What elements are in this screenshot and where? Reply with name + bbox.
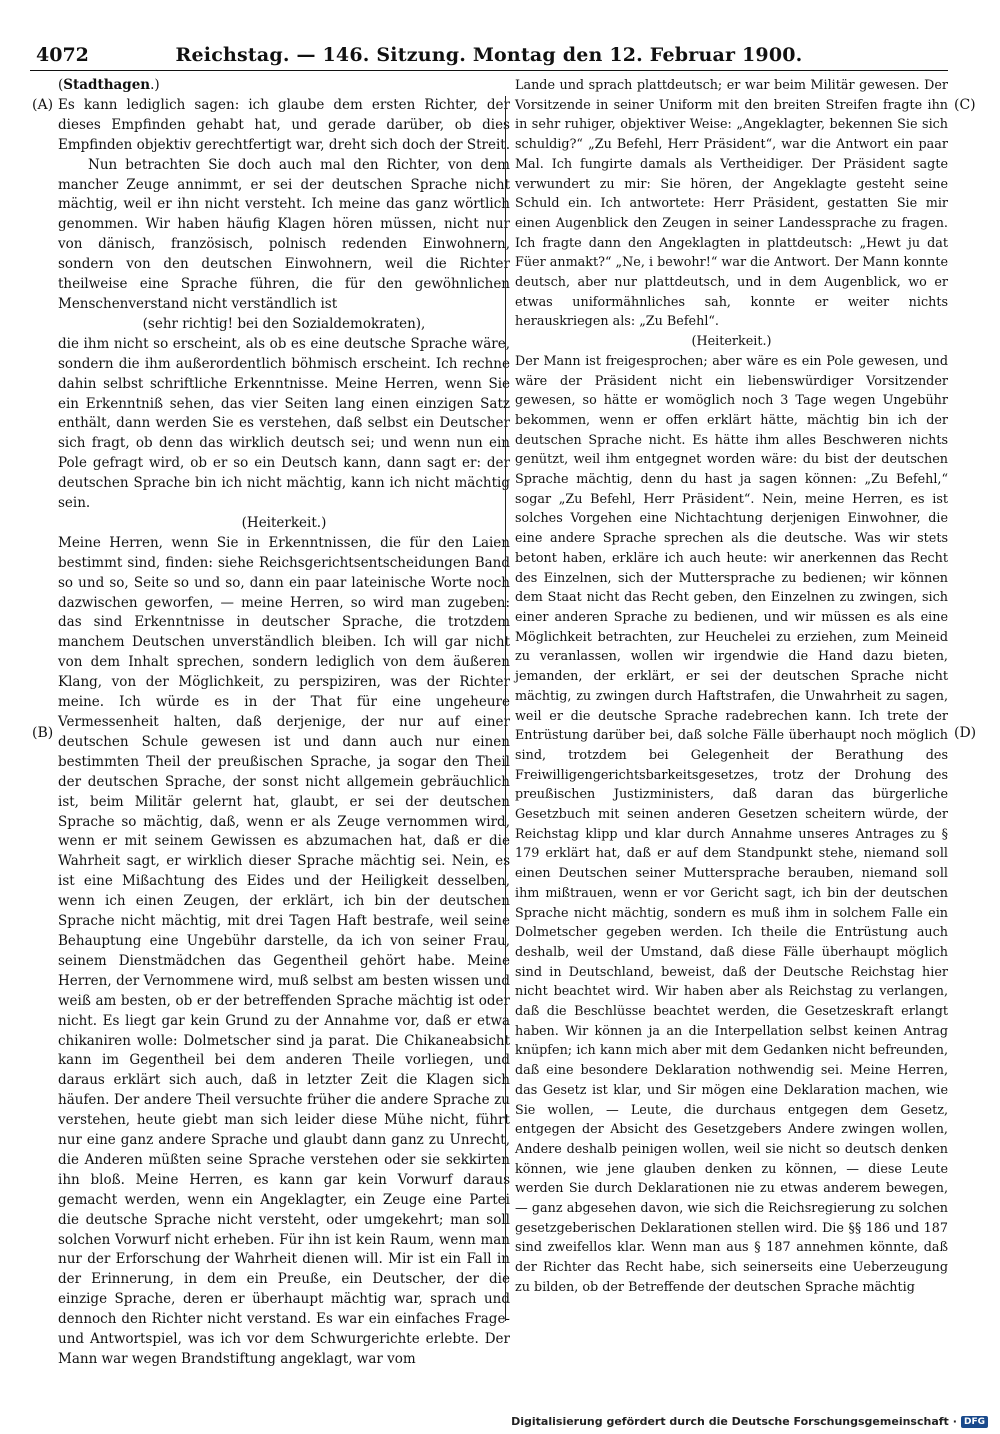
- page-number: 4072: [36, 44, 89, 66]
- digitization-credit: Digitalisierung gefördert durch die Deutsche Forschungsgemeinschaft: [511, 1415, 949, 1428]
- right-column: [515, 76, 948, 1298]
- margin-marker-b: (B): [32, 725, 54, 741]
- margin-marker-c: (C): [954, 97, 976, 113]
- paragraph: Meine Herren, wenn Sie in Erkenntnissen, die für den Laien bestimmt sind, finden: siehe Reichsgerichtsentscheidungen Band so und so, Seite so und so, dann ein paar lateinische Worte noch dazwischen geworfen, — meine Herren, so wird man zugeben: das sind Erkenntnisse in deutscher Sprache, die trotzdem manchem Deutschen unverständlich bleiben. Ich will gar nicht von dem Inhalt sprechen, sondern lediglich von dem äußeren Klang, von der Möglichkeit, zu perspiziren, was der Richter meine. Ich würde es in der That für eine ungeheure Vermessenheit halten, daß derjenige, der nur auf einer deutschen Schule gewesen ist und dann auch nur einen bestimmten Theil der preußischen Sprache, ja sogar den Theil der deutschen Sprache, der sonst nicht allgemein gebräuchlich ist, beim Militär gelernt hat, glaubt, er sei der deutschen Sprache so mächtig, daß, wenn er als Zeuge vernommen wird, wenn er mit seinem Gewissen es abzumachen hat, daß er die Wahrheit sagt, er wirklich dieser Sprache mächtig sei. Nein, es ist eine Mißachtung des Eides und der Heiligkeit desselben, wenn ich einen Zeugen, der erklärt, ich bin der deutschen Sprache nicht mächtig, mit drei Tagen Haft bestrafe, weil seine Behauptung eine Ungebühr darstelle, da ich von seiner Frau, seinem Dienstmädchen das Gegentheil gehört habe. Meine Herren, der Vernommene wird, muß selbst am besten wissen und weiß am besten, ob er der betreffenden Sprache mächtig ist oder nicht. Es liegt gar kein Grund zu der Annahme vor, daß er etwa chikaniren wolle: Dolmetscher sind ja parat. Die Chikaneabsicht kann im Gegentheil bei dem anderen Theile vorliegen, und daraus erklärt sich auch, daß in letzter Zeit die Klagen sich häufen. Der andere Theil versuchte früher die andere Sprache zu verstehen, heute giebt man sich leider diese Mühe nicht, führt nur eine ganz andere Sprache und glaubt dann ganz zu Unrecht, die Anderen müßten seine Sprache verstehen oder sie sekkirten ihn bloß. Meine Herren, es kann gar kein Vorwurf daraus gemacht werden, wenn ein Angeklagter, ein Zeuge eine Partei die deutsche Sprache nicht versteht, oder umgekehrt; man soll solchen Vorwurf nicht erheben. Für ihn ist kein Raum, wenn man nur der Erforschung der Wahrheit dienen will. Mir ist ein Fall in der Erinnerung, in dem ein Preuße, ein Deutscher, der die einzige Sprache, deren er überhaupt mächtig war, sprach und dennoch den Richter nicht verstand. Es war ein einfaches Frage- und Antwortspiel, was ich vor dem Schwurgerichte erlebte. Der Mann war wegen Brandstiftung angeklagt, war vom: [58, 534, 510, 1367]
- paragraph: Lande und sprach plattdeutsch; er war beim Militär gewesen. Der Vorsitzende in seiner Uniform mit den breiten Streifen fragte ihn in sehr ruhiger, objektiver Weise: „Angeklagter, bekennen Sie sich schuldig?“ „Zu Befehl, Herr Präsident“, war die Antwort ein paar Mal. Ich fungirte damals als Vertheidiger. Der Präsident sagte verwundert zu mir: Sie hören, der Angeklagte gesteht seine Schuld ein. Ich antwortete: Herr Präsident, gestatten Sie mir einen Augenblick den Zeugen in seiner Landessprache zu fragen. Ich fragte dann den Angeklagten in plattdeutsch: „Hewt ju dat Füer anmakt?“ „Ne, i bewohr!“ war die Antwort. Der Mann konnte deutsch, aber nur plattdeutsch, und in dem Augenblick, wo er etwas uniformähnliches sah, konnte er weiter nichts herauskriegen als: „Zu Befehl“.: [515, 78, 948, 330]
- paragraph: Der Mann ist freigesprochen; aber wäre es ein Pole gewesen, und wäre der Präsident nicht ein liebenswürdiger Vorsitzender gewesen, so hätte er womöglich noch 3 Tage wegen Ungebühr bekommen, wenn er offen erklärt hätte, mächtig bin ich der deutschen Sprache nicht. Es hätte ihm alles Beschweren nichts genützt, weil ihm entgegnet worden wäre: du bist der deutschen Sprache mächtig, denn du hast ja sagen können: „Zu Befehl,“ sogar „Zu Befehl, Herr Präsident“. Nein, meine Herren, es ist solches Vorgehen eine Nichtachtung derjenigen Einwohner, die eine andere Sprache sprechen als die deutsche. Was wir stets betont haben, erkläre ich auch heute: wir anerkennen das Recht des Einzelnen, sich der Muttersprache zu bedienen; wir können dem Staat nicht das Recht geben, den Einzelnen zu zwingen, sich einer anderen Sprache zu bedienen, und wir müssen es als eine Möglichkeit betrachten, zur Heuchelei zu erziehen, zum Meineid zu veranlassen, wollen wir irgendwie die Hand dazu bieten, jemanden, der erklärt, er sei der deutschen Sprache nicht mächtig, zu zwingen durch Haftstrafen, die Unwahrheit zu sagen, weil er die deutsche Sprache radebrechen kann. Ich trete der Entrüstung darüber bei, daß solche Fälle überhaupt noch möglich sind, trotzdem bei Gelegenheit der Berathung des Freiwilligengerichtsbarkeitsgesetzes, trotz der Drohung des preußischen Justizministers, daß daran das bürgerliche Gesetzbuch mit seinen anderen Gesetzen scheitern würde, der Reichstag klipp und klar durch Annahme unseres Antrages zu § 179 erklärt hat, daß er auf dem Standpunkt stehe, niemand soll einen Deutschen seiner Muttersprache berauben, niemand soll ihm mißtrauen, wenn er vor Gericht sagt, ich bin der deutschen Sprache nicht mächtig, sondern es muß ihm in solchem Falle ein Dolmetscher gegeben werden. Ich theile die Entrüstung auch deshalb, weil der Umstand, daß diese Fälle überhaupt möglich sind in Deutschland, beweist, daß der Deutsche Reichstag hier nicht beachtet wird. Wir haben aber als Reichstag zu verlangen, daß die Beschlüsse beachtet werden, die Gesetzeskraft erlangt haben. Wir können ja an die Interpellation selbst keinen Antrag knüpfen; ich kann mich aber mit dem Gedanken nicht befreunden, daß eine besondere Deklaration nothwendig sei. Meine Herren, das Gesetz ist klar, und Sir mögen eine Deklaration machen, wie Sie wollen, — Leute, die durchaus entgegen dem Gesetz, entgegen der Absicht des Gesetzgebers Andere zwingen wollen, Andere deshalb peinigen wollen, weil sie nicht so deutsch denken können, wie jene glauben denken zu können, — diese Leute werden Sie durch Deklarationen nie zu etwas anderem bewegen, — ganz abgesehen davon, wie sich die Reichsregierung zu solchen gesetzgeberischen Deklarationen stellen wird. Die §§ 186 und 187 sind zweifellos klar. Wenn man aus § 187 annehmen könnte, daß der Richter das Recht habe, sich seinerseits eine Ueberzeugung zu bilden, ob der Betreffende der deutschen Sprache mächtig: [515, 353, 948, 1295]
- interjection: (Heiterkeit.): [691, 334, 772, 350]
- footer-separator: ·: [952, 1415, 957, 1428]
- dfg-logo-icon: DFG: [961, 1416, 988, 1428]
- digitization-footer: [511, 1415, 988, 1428]
- paragraph: die ihm nicht so erscheint, als ob es eine deutsche Sprache wäre, sondern die ihm außerordentlich böhmisch erscheint. Ich rechne dahin selbst schriftliche Erkenntnisse. Meine Herren, wenn Sie ein Erkenntniß sehen, das vier Seiten lang einen einzigen Satz enthält, dann werden Sie es verstehen, daß selbst ein Deutscher sich fragt, ob denn das wirklich deutsch sei; und wenn nun ein Pole gefragt wird, ob er so ein Deutsch kann, dann sagt er: der deutschen Sprache bin ich nicht mächtig, kann ich nicht mächtig sein.: [58, 335, 510, 512]
- speaker-name: ( Stadthagen .): [58, 76, 510, 96]
- paragraph: Es kann lediglich sagen: ich glaube dem ersten Richter, der dieses Empfinden gehabt hat, und gerade darüber, ob dies Empfinden objektiv gerechtfertigt war, dreht sich doch der Streit.: [58, 96, 510, 153]
- margin-marker-a: (A): [32, 97, 54, 113]
- left-column: [58, 76, 510, 1370]
- interjection: (sehr richtig! bei den Sozialdemokraten),: [142, 315, 426, 332]
- paragraph: Nun betrachten Sie doch auch mal den Richter, von dem mancher Zeuge annimmt, er sei der deutschen Sprache nicht mächtig, weil er ihn nicht versteht. Ich meine das ganz wörtlich genommen. Wir haben häufig Klagen hören müssen, nicht nur von dänisch, französisch, polnisch redenden Einwohnern, sondern von den deutschen Einwohnern, weil die Richter theilweise eine Sprache führen, die für den gewöhnlichen Menschenverstand nicht verständlich ist: [58, 156, 510, 312]
- running-title: Reichstag. — 146. Sitzung. Montag den 12. Februar 1900.: [175, 44, 803, 66]
- margin-marker-d: (D): [954, 725, 977, 741]
- page-header: [30, 44, 948, 71]
- column-divider: [505, 96, 506, 1321]
- interjection: (Heiterkeit.): [241, 514, 327, 531]
